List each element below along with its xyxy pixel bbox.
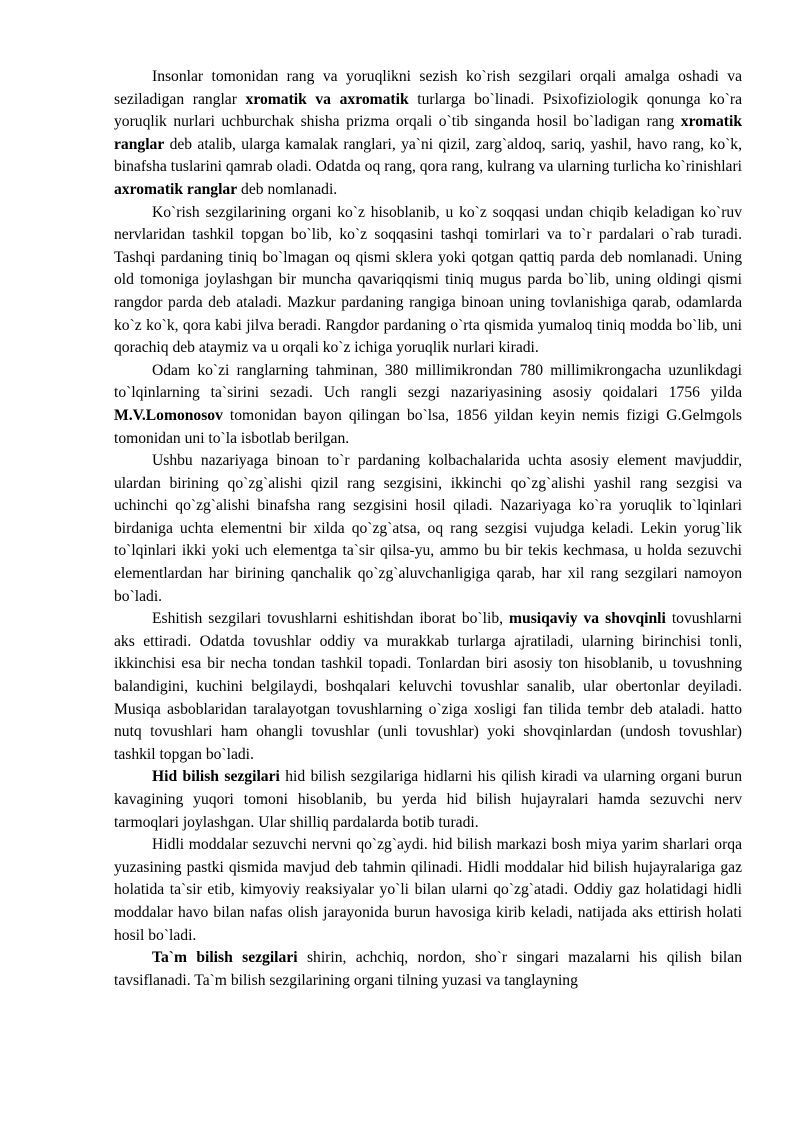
paragraph bbox=[114, 834, 742, 947]
text-run: tomonidan bayon qilingan bo`lsa, 1856 yildan keyin nemis fizigi G.Gelmgols tomonidan uni to`la isbotlab berilgan. bbox=[114, 406, 742, 447]
text-run: Hidli moddalar sezuvchi nervni qo`zg`aydi. hid bilish markazi bosh miya yarim sharlari orqa yuzasining pastki qismida mavjud deb tahmin qilinadi. Hidli moddalar hid bilish hujayralariga gaz holatida ta`sir etib, kimyoviy reaksiyalar yo`li bilan ularni qo`zg`atadi. Oddiy gaz holatidagi hidli moddalar havo bilan nafas olish jarayonida burun havosiga kirib keladi, natijada aks ettirish holati hosil bo`ladi. bbox=[114, 836, 742, 944]
bold-term: M.V.Lomonosov bbox=[114, 406, 223, 424]
text-run: turlarga bo`linadi. Psixofiziologik qonunga ko`ra yoruqlik nurlari uchburchak shisha prizma orqali o`tib singanda hosil bo`ladigan rang bbox=[114, 90, 743, 131]
paragraph bbox=[114, 202, 742, 360]
paragraph bbox=[114, 360, 742, 450]
bold-term: Hid bilish sezgilari bbox=[152, 768, 280, 786]
text-run: Ko`rish sezgilarining organi ko`z hisoblanib, u ko`z soqqasi undan chiqib keladigan ko`ruv nervlaridan tashkil topgan bo`lib, ko`z soqqasini tashqi tomirlari va to`r pardalari o`rab turadi. Tashqi pardaning tiniq bo`lmagan oq qismi sklera yoki qotgan qattiq parda deb nomlanadi. Uning old tomoniga joylashgan bir muncha qavariqqismi tiniq mugus parda bo`lib, uning oldingi qismi rangdor parda deb ataladi. Mazkur pardaning rangiga binoan uning tovlanishiga qarab, odamlarda ko`z ko`k, qora kabi jilva beradi. Rangdor pardaning o`rta qismida yumaloq tiniq modda bo`lib, uni qorachiq deb ataymiz va u orqali ko`z ichiga yoruqlik nurlari kiradi. bbox=[114, 203, 742, 357]
bold-term: musiqaviy va shovqinli bbox=[509, 610, 666, 628]
text-run: shirin, achchiq, nordon, sho`r singari mazalarni his qilish bilan tavsiflanadi. Ta`m bilish sezgilarining organi tilning yuzasi va tanglayning bbox=[114, 949, 742, 989]
bold-term: xromatik ranglar bbox=[114, 113, 742, 153]
bold-term: Ta`m bilish sezgilari bbox=[152, 949, 298, 967]
text-run: Ushbu nazariyaga binoan to`r pardaning kolbachalarida uchta asosiy element mavjuddir, ulardan birining qo`zg`alishi qizil rang sezgisini, ikkinchi qo`zg`alishi yashil rang sezgisi va uchinchi qo`zg`alishi binafsha rang sezgisini hosil qiladi. Nazariyaga ko`ra yoruqlik to`lqinlari birdaniga uchta elementni bir xilda qo`zg`atsa, oq rang sezgisi vujudga keladi. Lekin yorug`lik to`lqinlari ikki yoki uch elementga ta`sir qilsa-yu, ammo bu bir tekis kechmasa, u holda sezuvchi elementlardan har birining qanchalik qo`zg`aluvchanligiga qarab, har xil rang sezgilari namoyon bo`ladi. bbox=[114, 452, 742, 605]
paragraph bbox=[114, 947, 742, 992]
paragraph bbox=[114, 450, 742, 608]
bold-term: axromatik ranglar bbox=[114, 180, 238, 198]
paragraph bbox=[114, 66, 742, 202]
bold-term: xromatik va axromatik bbox=[245, 90, 409, 108]
paragraph bbox=[114, 608, 742, 766]
text-run: deb nomlanadi. bbox=[237, 180, 338, 198]
text-run: deb atalib, ularga kamalak ranglari, ya`ni qizil, zarg`aldoq, sariq, yashil, havo rang, ko`k, binafsha tuslarini qamrab oladi. Odatda oq rang, qora rang, kulrang va ularning turlicha ko`rinishlari bbox=[114, 135, 742, 176]
text-run: tovushlarni aks ettiradi. Odatda tovushlar oddiy va murakkab turlarga ajratiladi, ularning birinchisi tonli, ikkinchisi esa bir necha tondan tashkil topadi. Tonlardan biri asosiy ton hisoblanib, u tovushning balandigini, kuchini belgilaydi, boshqalari keluvchi tovushlar sanalib, ular obertonlar deyiladi. Musiqa asboblaridan taralayotgan tovushlarning o`ziga xosligi fan tilida tembr deb ataladi. hatto nutq tovushlari ham ohangli tovushlar (unli tovushlar) yoki shovqinlardan (undosh tovushlar) tashkil topgan bo`ladi. bbox=[114, 610, 742, 763]
text-run: hid bilish sezgilariga hidlarni his qilish kiradi va ularning organi burun kavagining yuqori tomoni hisoblanib, bu yerda hid bilish hujayralari hamda sezuvchi nerv tarmoqlari joylashgan. Ular shilliq pardalarda botib turadi. bbox=[114, 768, 743, 831]
text-run: Eshitish sezgilari tovushlarni eshitishdan iborat bo`lib, bbox=[152, 610, 510, 628]
text-run: Odam ko`zi ranglarning tahminan, 380 millimikrondan 780 millimikrongacha uzunlikdagi to`lqinlarning ta`sirini sezadi. Uch rangli sezgi nazariyasining asosiy qoidalari 1756 yilda bbox=[114, 361, 742, 402]
paragraph bbox=[114, 766, 742, 834]
text-run: Insonlar tomonidan rang va yoruqlikni sezish ko`rish sezgilari orqali amalga oshadi va seziladigan ranglar bbox=[114, 68, 742, 108]
